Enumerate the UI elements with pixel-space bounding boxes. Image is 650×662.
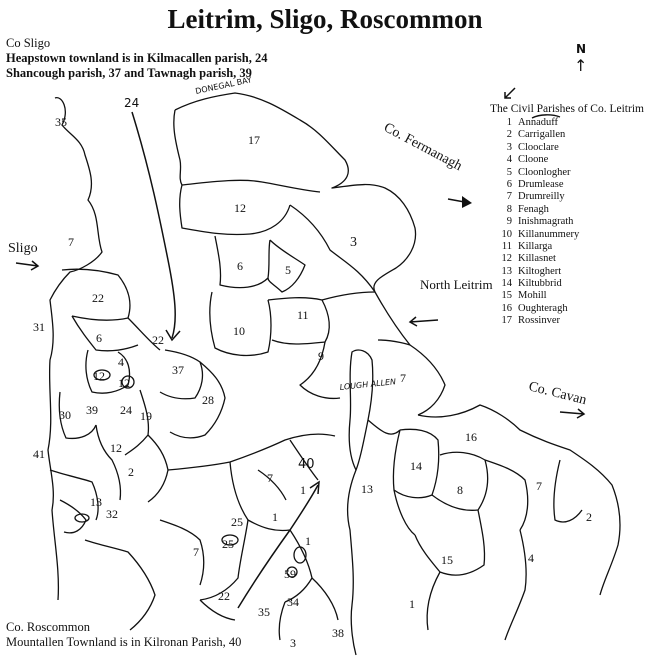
parish-label: 12 — [118, 376, 130, 390]
parish-label: 2 — [586, 510, 592, 524]
cavan-arrow — [560, 409, 584, 418]
parish-label: 9 — [318, 349, 324, 363]
page-title: Leitrim, Sligo, Roscommon — [167, 4, 483, 34]
parish-label: 1 — [272, 510, 278, 524]
parish-label: 59 — [284, 567, 296, 581]
arrow-40-label: 40 — [298, 457, 315, 472]
parish-label: 12 — [93, 369, 105, 383]
parish-label: 3 — [290, 636, 296, 650]
parish-label: 6 — [237, 259, 243, 273]
legend-item-name: Killasnet — [518, 253, 556, 265]
parish-label: 3 — [350, 235, 357, 250]
sligo-note-line1: Heapstown townland is in Kilmacallen parish, 24 — [6, 51, 268, 65]
legend-item-name: Drumlease — [518, 178, 564, 190]
sligo-arrow — [16, 261, 38, 270]
parish-label: 16 — [465, 430, 477, 444]
parish-label: 4 — [118, 355, 124, 369]
legend-item-number: 10 — [501, 228, 512, 240]
parish-label: 1 — [409, 597, 415, 611]
parish-label: 39 — [86, 403, 98, 417]
parish-label: 12 — [110, 441, 122, 455]
parish-label: 2 — [128, 465, 134, 479]
parish-label: 7 — [536, 479, 542, 493]
parish-label: 8 — [457, 483, 463, 497]
legend-item-number: 5 — [506, 166, 512, 178]
parish-label: 1 — [305, 534, 311, 548]
parish-label: 17 — [248, 133, 260, 147]
co-fermanagh-label: Co. Fermanagh — [381, 120, 465, 175]
legend-item-name: Mohill — [518, 290, 547, 302]
parish-label: 25 — [222, 537, 234, 551]
legend-item-name: Killanummery — [518, 228, 580, 240]
legend-item-name: Carrigallen — [518, 129, 566, 141]
north-label: N — [576, 42, 587, 56]
parish-label: 12 — [234, 201, 246, 215]
legend-item-number: 13 — [501, 265, 512, 277]
north-leitrim-label: North Leitrim — [420, 277, 493, 292]
parish-label: 5 — [285, 263, 291, 277]
lough-allen-label: LOUGH ALLEN — [339, 377, 397, 392]
parish-label: 32 — [106, 507, 118, 521]
legend-item-name: Clooclare — [518, 141, 559, 153]
parish-label: 35 — [55, 115, 67, 129]
parish-label: 22 — [152, 333, 164, 347]
parish-label: 15 — [441, 553, 453, 567]
legend-item-name: Drumreilly — [518, 191, 565, 203]
parish-label: 1 — [300, 483, 306, 497]
parish-label: 31 — [33, 320, 45, 334]
parish-label: 7 — [400, 371, 406, 385]
north-leitrim-arrow — [410, 317, 438, 326]
legend-heading: The Civil Parishes of Co. Leitrim — [490, 103, 644, 115]
legend-item-number: 1 — [506, 117, 512, 128]
parish-label: 7 — [267, 471, 273, 485]
legend-item-number: 15 — [501, 290, 512, 302]
legend-item-name: Oughteragh — [518, 302, 568, 314]
legend-item-number: 12 — [501, 253, 512, 265]
co-cavan-label: Co. Cavan — [527, 379, 589, 409]
legend-item-number: 16 — [501, 302, 512, 314]
parish-label: 38 — [332, 626, 344, 640]
arrow-24-line — [132, 112, 175, 338]
legend-item-number: 3 — [506, 141, 512, 153]
parish-label: 30 — [59, 408, 71, 422]
parish-label: 4 — [528, 551, 534, 565]
parish-label: 34 — [287, 595, 299, 609]
parish-label: 7 — [68, 235, 74, 249]
legend-item-name: Kiltoghert — [518, 265, 562, 277]
legend-arrow — [505, 88, 515, 98]
parish-label: 22 — [92, 291, 104, 305]
legend-item-name: Rossinver — [518, 315, 560, 327]
parish-label: 28 — [202, 393, 214, 407]
parish-label: 13 — [90, 495, 102, 509]
parish-label: 41 — [33, 447, 45, 461]
legend-item-number: 7 — [506, 191, 512, 203]
parish-label: 11 — [297, 308, 309, 322]
legend-item-name: Killarga — [518, 240, 553, 252]
legend-underline — [532, 115, 560, 118]
legend-item-name: Inishmagrath — [518, 216, 574, 228]
legend-item-number: 6 — [506, 178, 512, 190]
parish-label: 7 — [193, 545, 199, 559]
parish-label: 10 — [233, 324, 245, 338]
parish-label: 25 — [231, 515, 243, 529]
parish-label: 14 — [410, 459, 422, 473]
parish-label: 35 — [258, 605, 270, 619]
roscommon-note-line1: Mountallen Townland is in Kilronan Parish, 40 — [6, 635, 242, 649]
legend-item-number: 4 — [506, 154, 512, 166]
legend-item-name: Cloone — [518, 154, 549, 166]
parish-label: 6 — [96, 331, 102, 345]
sligo-label: Sligo — [8, 241, 38, 256]
parish-label: 22 — [218, 589, 230, 603]
parish-label: 37 — [172, 363, 184, 377]
legend-item-number: 9 — [506, 216, 512, 228]
legend-item-number: 2 — [506, 129, 512, 141]
legend-item-number: 17 — [501, 315, 512, 327]
arrow-24-label: 24 — [124, 96, 140, 110]
legend-item-name: Kiltubbrid — [518, 278, 562, 290]
donegal-bay-label: DONEGAL BAY — [194, 75, 253, 96]
legend-item-number: 8 — [506, 203, 512, 215]
parish-label: 24 — [120, 403, 132, 417]
north-arrow-icon: ↑ — [574, 56, 588, 75]
sligo-note-line2: Shancough parish, 37 and Tawnagh parish, 39 — [6, 66, 252, 80]
legend-item-name: Annaduff — [518, 117, 559, 128]
legend-item-number: 11 — [501, 240, 512, 252]
fermanagh-arrow-head — [462, 196, 472, 208]
sligo-note-heading: Co Sligo — [6, 36, 51, 50]
legend-item-number: 14 — [501, 278, 512, 290]
parish-label: 13 — [361, 482, 373, 496]
legend-item-name: Fenagh — [518, 203, 549, 215]
parish-label: 19 — [140, 409, 152, 423]
legend-item-name: Cloonlogher — [518, 166, 571, 178]
roscommon-note-heading: Co. Roscommon — [6, 620, 91, 634]
